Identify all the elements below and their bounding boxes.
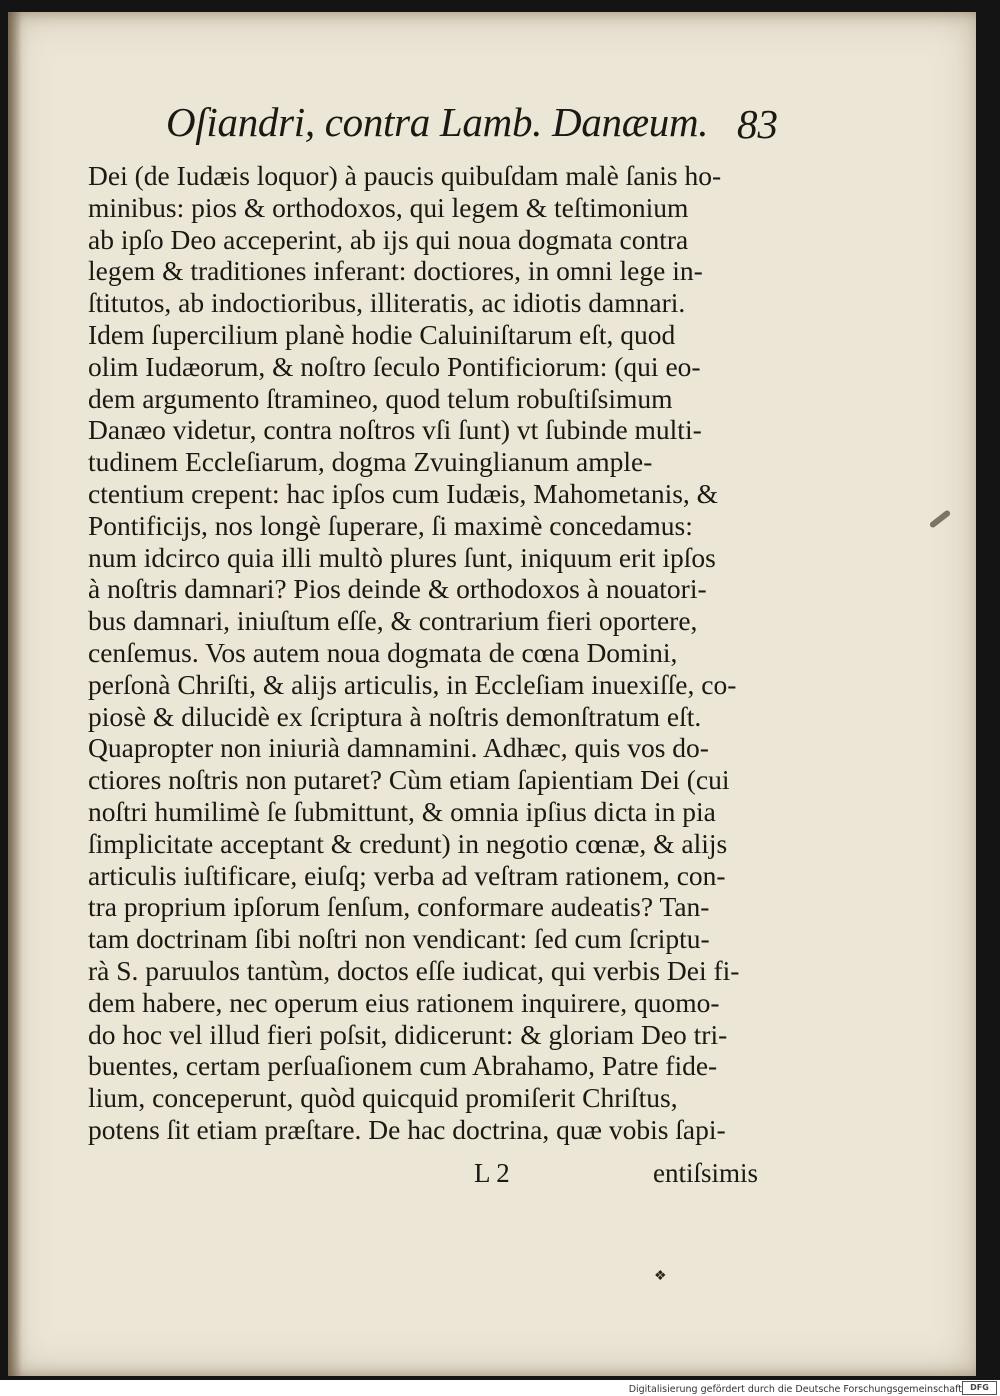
text-line: Idem ſupercilium planè hodie Caluiniſtarum eſt, quod: [88, 318, 676, 350]
signature-mark: L 2: [474, 1158, 510, 1188]
book-page: [8, 12, 976, 1376]
catch-line: [88, 1158, 778, 1190]
running-title: Oſiandri, contra Lamb. Danæum.: [166, 99, 709, 145]
text-line: ſimplicitate acceptant & credunt) in negotio cœnæ, & alijs: [88, 827, 728, 859]
text-line: tam doctrinam ſibi noſtri non vendicant: ſed cum ſcriptu-: [88, 923, 710, 955]
text-line: rà S. paruulos tantùm, doctos eſſe iudicat, qui verbis Dei fi-: [88, 954, 740, 986]
digitization-footer: [0, 1380, 1000, 1396]
dfg-logo: DFG: [962, 1381, 997, 1395]
text-line: num idcirco quia illi multò plures ſunt, iniquum erit ipſos: [88, 541, 716, 573]
text-line: ctiores noſtris non putaret? Cùm etiam ſapientiam Dei (cui: [88, 764, 730, 796]
text-line: legem & traditiones inferant: doctiores, in omni lege in-: [88, 255, 703, 287]
text-line: dem habere, nec operum eius rationem inquirere, quomo-: [88, 986, 720, 1018]
text-line: tudinem Eccleſiarum, dogma Zvuinglianum ample-: [88, 446, 653, 478]
catchword: entiſsimis: [652, 1158, 758, 1188]
folio-number: 83: [737, 101, 778, 147]
text-line: bus damnari, iniuſtum eſſe, & contrarium fieri oportere,: [88, 605, 698, 637]
body-text: [88, 160, 778, 1146]
text-line: buentes, certam perſuaſionem cum Abrahamo, Patre fide-: [88, 1050, 718, 1082]
text-line: Danæo videtur, contra noſtros vſi ſunt) vt ſubinde multi-: [88, 414, 702, 446]
text-line: Dei (de Iudæis loquor) à paucis quibuſdam malè ſanis ho-: [88, 160, 722, 191]
ornament-icon: ❖: [654, 1269, 667, 1284]
ink-mark: [929, 509, 952, 529]
text-line: dem argumento ſtramineo, quod telum robuſtiſsimum: [88, 382, 673, 414]
text-line: piosè & dilucidè ex ſcriptura à noſtris demonſtratum eſt.: [88, 700, 702, 732]
text-line: ſtitutos, ab indoctioribus, illiteratis, ac idiotis damnari.: [88, 287, 686, 319]
text-line: cenſemus. Vos autem noua dogmata de cœna Domini,: [88, 636, 678, 668]
text-line: olim Iudæorum, & noſtro ſeculo Pontificiorum: (qui eo-: [88, 350, 701, 382]
text-line: ab ipſo Deo acceperint, ab ijs qui noua dogmata contra: [88, 223, 689, 255]
text-line: potens ſit etiam præſtare. De hac doctrina, quæ vobis ſapi-: [88, 1113, 726, 1145]
text-line: lium, conceperunt, quòd quicquid promiſerit Chriſtus,: [88, 1082, 678, 1114]
page-header: [158, 98, 778, 158]
text-line: tra proprium ipſorum ſenſum, conformare audeatis? Tan-: [88, 891, 710, 923]
text-line: articulis iuſtificare, eiuſq; verba ad veſtram rationem, con-: [88, 859, 726, 891]
text-line: noſtri humilimè ſe ſubmittunt, & omnia ipſius dicta in pia: [88, 795, 716, 827]
text-line: perſonà Chriſti, & alijs articulis, in Eccleſiam inuexiſſe, co-: [88, 668, 737, 700]
text-line: à noſtris damnari? Pios deinde & orthodoxos à nouatori-: [88, 573, 707, 605]
funding-credit: Digitalisierung gefördert durch die Deutsche Forschungsgemeinschaft: [628, 1384, 962, 1395]
text-line: do hoc vel illud fieri poſsit, didicerunt: & gloriam Deo tri-: [88, 1018, 728, 1050]
text-line: ctentium crepent: hac ipſos cum Iudæis, Mahometanis, &: [88, 477, 719, 509]
text-line: Pontificijs, nos longè ſuperare, ſi maximè concedamus:: [88, 509, 693, 541]
text-line: minibus: pios & orthodoxos, qui legem & teſtimonium: [88, 191, 689, 223]
text-line: Quapropter non iniurià damnamini. Adhæc, quis vos do-: [88, 732, 709, 764]
